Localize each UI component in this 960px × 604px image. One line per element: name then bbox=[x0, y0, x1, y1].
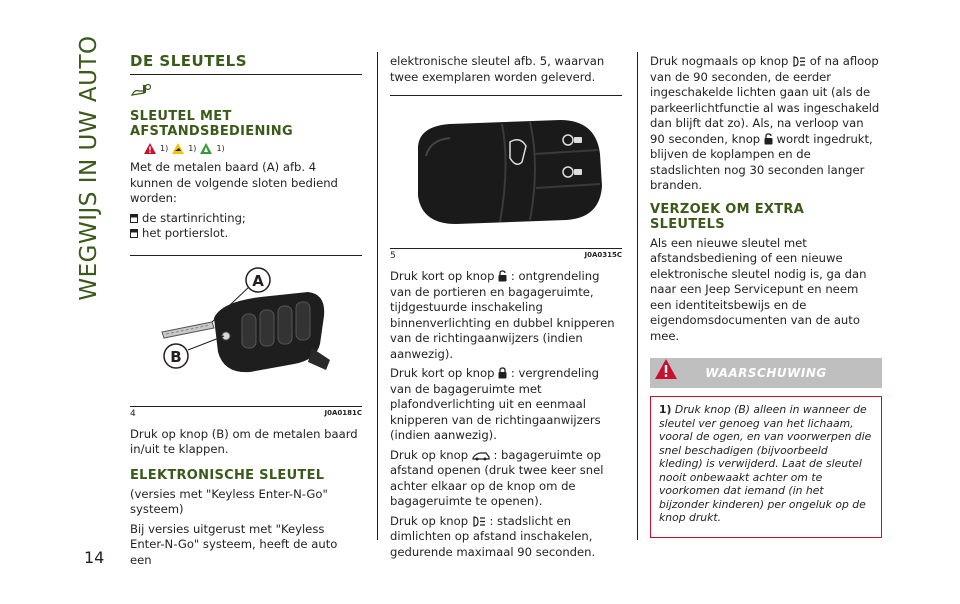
environment-triangle-icon bbox=[200, 143, 212, 154]
column-2 bbox=[390, 54, 622, 564]
unlock-icon bbox=[498, 270, 507, 282]
list-item: het portierslot. bbox=[130, 226, 362, 241]
paragraph: Druk op knop (B) om de metalen baard in/uit te klappen. bbox=[130, 426, 358, 456]
callout-a: A bbox=[252, 271, 264, 290]
column-divider bbox=[637, 52, 638, 540]
paragraph: Druk kort op knop : vergrendeling van de bagageruimte met plafondverlichting uit en eenmaal knipperen van de richtingaanwijzers (indien aanwezig). bbox=[390, 366, 601, 442]
subheading-remote-key: SLEUTEL MET AFSTANDSBEDIENING bbox=[130, 109, 293, 139]
flip-key-illustration bbox=[130, 256, 362, 402]
bullet-icon bbox=[130, 229, 138, 238]
list-item: de startinrichting; bbox=[130, 211, 362, 226]
paragraph: (versies met "Keyless Enter-N-Go" systeem) bbox=[130, 486, 328, 516]
paragraph: Druk kort op knop : ontgrendeling van de portieren en bagageruimte, tijdgestuurde inschakeling binnenverlichting en dubbel knipperen van de richtingaanwijzers (indien aanwezig). bbox=[390, 269, 615, 361]
subheading-extra-keys: VERZOEK OM EXTRA SLEUTELS bbox=[650, 201, 805, 232]
paragraph: Druk op knop : stadslicht en dimlichten op afstand inschakelen, gedurende maximaal 90 seconden. bbox=[390, 513, 596, 559]
headlight-icon bbox=[472, 516, 486, 527]
paragraph: elektronische sleutel afb. 5, waarvan twee exemplaren worden geleverd. bbox=[390, 54, 605, 84]
column-divider bbox=[377, 52, 378, 540]
headlight-icon bbox=[792, 56, 806, 67]
callout-b: B bbox=[170, 347, 182, 366]
warning-triangle-icon bbox=[144, 143, 156, 154]
warning-box bbox=[650, 396, 882, 538]
column-3 bbox=[650, 54, 882, 538]
section-heading: DE SLEUTELS bbox=[130, 52, 362, 75]
paragraph: Druk nogmaals op knop of na afloop van de 90 seconden, de eerder ingeschakelde lichten gaan uit (als de parkeerlichtfunctie al was ingeschakeld dan blijft dat zo). Als, na verloop van 90 seconden, knop wordt ingedrukt, blijven de koplampen en de stadslichten nog 30 seconden langer branden. bbox=[650, 54, 880, 192]
lock-icon bbox=[498, 367, 507, 379]
electronic-key-illustration bbox=[390, 96, 622, 244]
bullet-icon bbox=[130, 214, 138, 223]
figure-5 bbox=[390, 95, 622, 249]
column-1 bbox=[130, 52, 362, 572]
section-side-title: WEGWIJS IN UW AUTO bbox=[76, 35, 102, 301]
key-hand-icon bbox=[130, 83, 362, 103]
subheading-electronic-key: ELEKTRONISCHE SLEUTEL bbox=[130, 467, 325, 483]
warning-header: WAARSCHUWING bbox=[650, 358, 882, 388]
figure-4 bbox=[130, 255, 362, 407]
figure-caption: 5 J0A0315C bbox=[390, 251, 622, 261]
paragraph: Druk op knop : bagageruimte op afstand openen (druk twee keer snel achter elkaar op de knop om de bagageruimte te openen). bbox=[390, 447, 604, 508]
warning-text: 1) Druk knop (B) alleen in wanneer de sleutel ver genoeg van het lichaam, vooral de ogen, en van voorwerpen die snel beschadigen (bijvoorbeeld kleding) is verwijderd. Laat de sleutel nooit onbewaakt achter om te voorkomen dat iemand (in het bijzonder kinderen) per ongeluk op de knop drukt. bbox=[659, 403, 872, 524]
warning-triangle-icon bbox=[654, 358, 678, 380]
figure-caption: 4 J0A0181C bbox=[130, 408, 362, 419]
paragraph: Bij versies uitgerust met "Keyless Enter-N-Go" systeem, heeft de auto een bbox=[130, 521, 338, 567]
paragraph: Als een nieuwe sleutel met afstandsbediening of een nieuwe elektronische sleutel nodig is, ga dan naar een Jeep Servicepunt en neem een identiteitsbewijs en de eigendomsdocumenten van de auto mee. bbox=[650, 235, 867, 343]
unlock-icon bbox=[764, 133, 773, 145]
page-number: 14 bbox=[84, 548, 105, 567]
tailgate-icon bbox=[472, 451, 490, 461]
warning-symbols: 1) 1) 1) bbox=[144, 143, 362, 154]
caution-triangle-icon bbox=[172, 143, 184, 154]
paragraph: Met de metalen baard (A) afb. 4 kunnen de volgende sloten bediend worden: bbox=[130, 160, 338, 205]
